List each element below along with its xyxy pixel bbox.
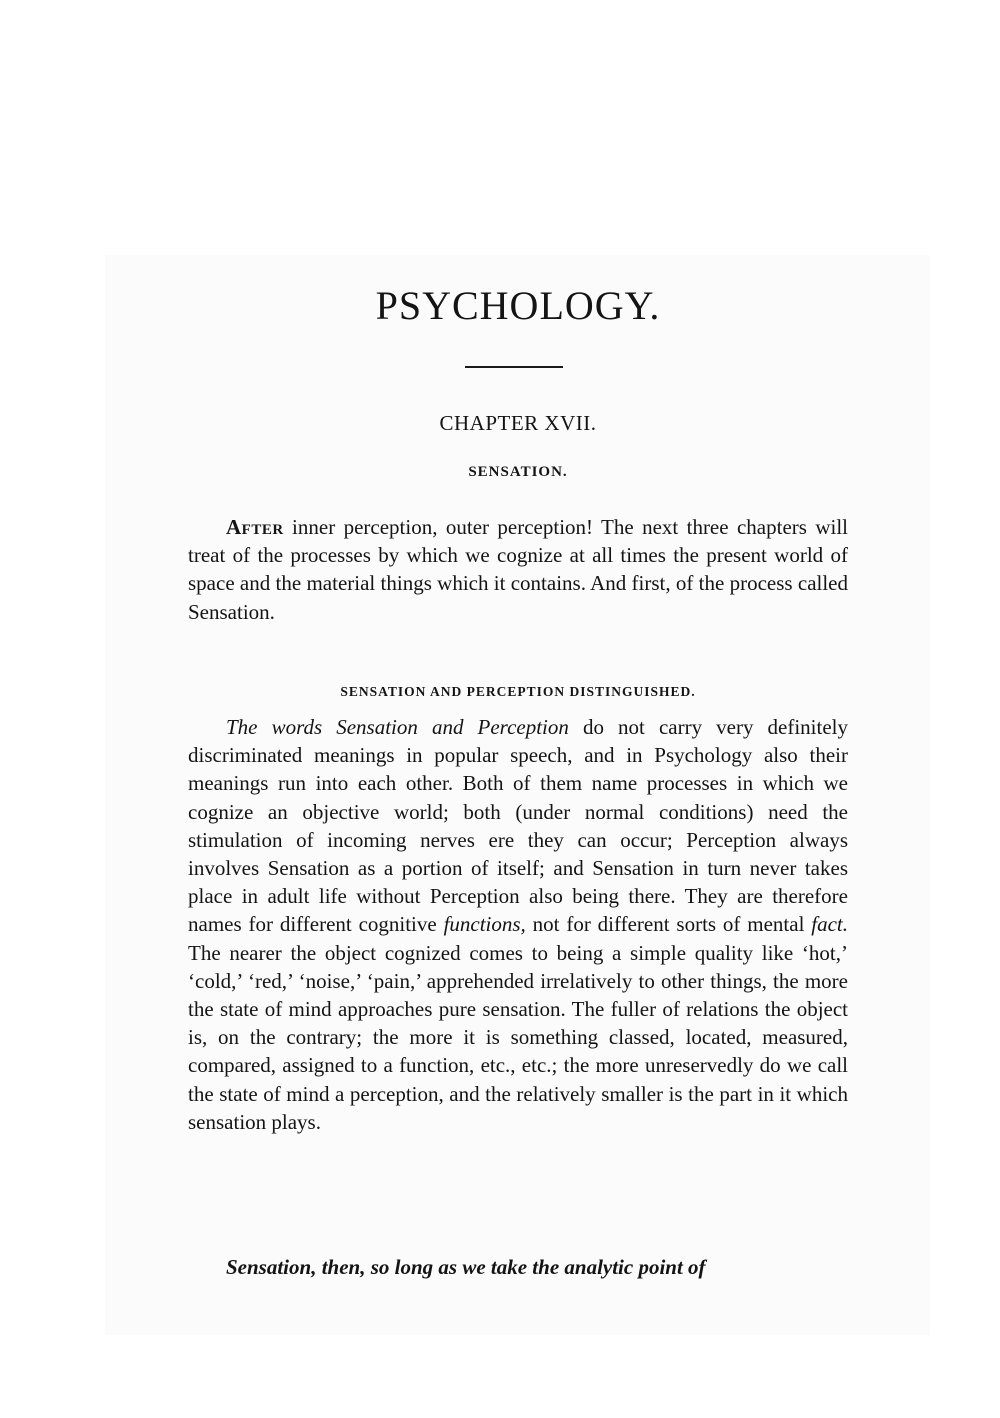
intro-drop-word: After (226, 515, 284, 539)
page-title: PSYCHOLOGY. (375, 283, 661, 328)
intro-text: inner perception, outer perception! The next three chapters will treat of the processes by which we cognize at all times the present world of space and the material things which it contains. And first, of the process called Sensation. (188, 515, 848, 624)
intro-paragraph (188, 513, 848, 626)
body-text-part3: The nearer the object cognized comes to being a simple quality like ‘hot,’ ‘cold,’ ‘red,’ ‘noise,’ ‘pain,’ apprehended irrelatively to other things, the more the state of mind approaches pure sensation. The fuller of relations the object is, on the contrary; the more it is something classed, located, measured, compared, assigned to a function, etc., etc.; the more unreservedly do we call the state of mind a perception, and the relatively smaller is the part in it which sensation plays. (188, 940, 848, 1134)
body-text-part1: do not carry very definitely discriminated meanings in popular speech, and in Psychology also their meanings run into each other. Both of them name processes in which we cognize an objective world; both (under normal conditions) need the stimulation of incoming nerves ere they can occur; Perception always involves Sensation as a portion of itself; and Sensation in turn never takes place in adult life without Perception also being there. They are therefore names for different cognitive (188, 715, 849, 937)
closing-paragraph (188, 1253, 848, 1281)
chapter-subtitle: SENSATION. (468, 464, 568, 480)
closing-text: Sensation, then, so long as we take the analytic point of (226, 1255, 706, 1279)
title-divider (465, 366, 563, 368)
body-italic-functions: functions, (443, 912, 526, 937)
chapter-heading: CHAPTER XVII. (439, 411, 597, 435)
section-heading: SENSATION AND PERCEPTION DISTINGUISHED. (340, 684, 696, 699)
body-text-part2: not for different sorts of mental (525, 912, 812, 937)
body-lead-italic: The words Sensation and Perception (226, 715, 569, 739)
body-paragraph (188, 713, 848, 1136)
body-italic-fact: fact. (811, 912, 848, 937)
